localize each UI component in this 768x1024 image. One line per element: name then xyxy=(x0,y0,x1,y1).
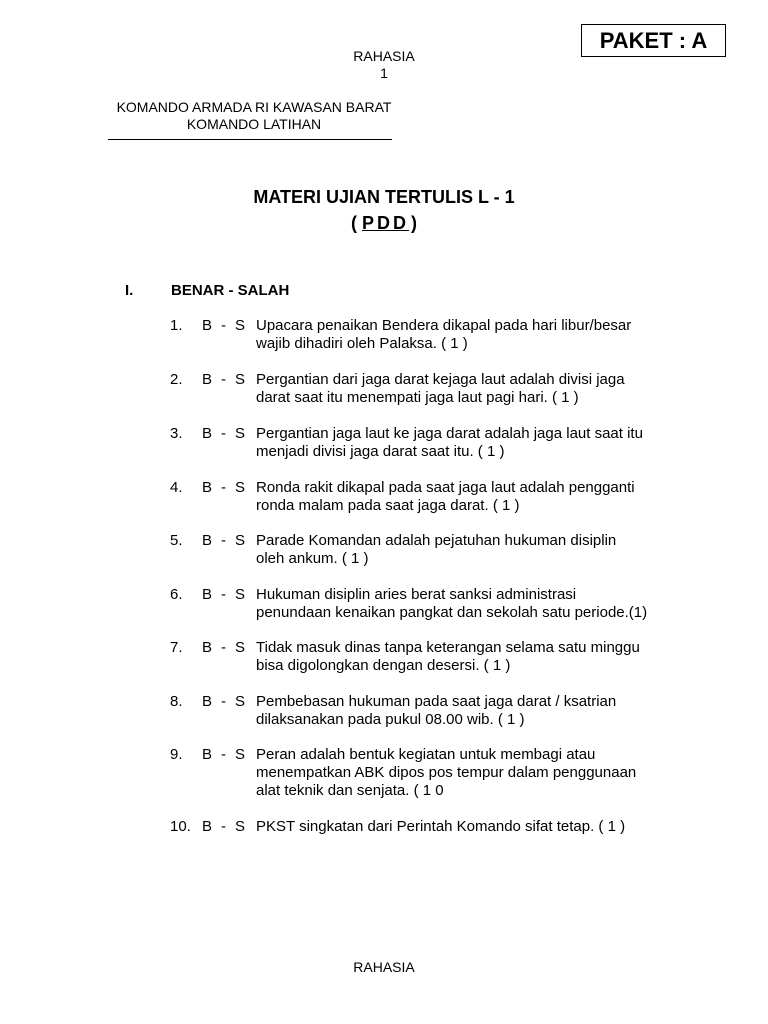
answer-separator: - xyxy=(221,693,226,710)
question-number: 9. xyxy=(170,746,183,763)
question-text: PKST singkatan dari Perintah Komando sifat tetap. ( 1 ) xyxy=(256,818,626,835)
answer-separator: - xyxy=(221,818,226,835)
question-number: 4. xyxy=(170,479,183,496)
classification-bottom: RAHASIA xyxy=(353,959,415,975)
answer-separator: - xyxy=(221,586,226,603)
answer-option-s[interactable]: S xyxy=(235,586,246,603)
question-text: Upacara penaikan Bendera dikapal pada hari libur/besar wajib dihadiri oleh Palaksa. ( 1 ) xyxy=(256,317,632,352)
subtitle-open-paren: ( xyxy=(350,213,362,233)
answer-option-s[interactable]: S xyxy=(235,317,246,334)
answer-option-b[interactable]: B xyxy=(202,425,213,442)
package-label: PAKET : A xyxy=(581,24,726,57)
exam-title: MATERI UJIAN TERTULIS L - 1 xyxy=(253,187,515,207)
question-text: Tidak masuk dinas tanpa keterangan selama satu minggu bisa digolongkan dengan desersi. ( 1 ) xyxy=(256,639,640,674)
answer-option-b[interactable]: B xyxy=(202,586,213,603)
subtitle-close-paren: ) xyxy=(406,213,417,233)
answer-separator: - xyxy=(221,532,226,549)
answer-option-s[interactable]: S xyxy=(235,371,246,388)
question-text: Pergantian dari jaga darat kejaga laut adalah divisi jaga darat saat itu menempati jaga laut pagi hari. ( 1 ) xyxy=(256,371,625,406)
question-text: Pergantian jaga laut ke jaga darat adalah jaga laut saat itu menjadi divisi jaga darat saat itu. ( 1 ) xyxy=(256,425,643,460)
answer-separator: - xyxy=(221,639,226,656)
exam-subtitle xyxy=(160,212,608,234)
answer-option-b[interactable]: B xyxy=(202,479,213,496)
answer-option-s[interactable]: S xyxy=(235,425,246,442)
answer-option-s[interactable]: S xyxy=(235,532,246,549)
organization-header xyxy=(106,99,402,133)
question-number: 2. xyxy=(170,371,183,388)
subtitle-code: PDD xyxy=(361,213,409,233)
answer-separator: - xyxy=(221,317,226,334)
question-number: 7. xyxy=(170,639,183,656)
question-text: Peran adalah bentuk kegiatan untuk membagi atau menempatkan ABK dipos pos tempur dalam penggunaan alat teknik dan senjata. ( 1 0 xyxy=(256,746,637,799)
question-text: Hukuman disiplin aries berat sanksi administrasi penundaan kenaikan pangkat dan sekolah satu periode.(1) xyxy=(256,586,648,621)
question-number: 5. xyxy=(170,532,183,549)
answer-option-b[interactable]: B xyxy=(202,818,213,835)
answer-option-s[interactable]: S xyxy=(235,479,246,496)
question-number: 8. xyxy=(170,693,183,710)
section-number: I. xyxy=(125,282,134,299)
question-text: Ronda rakit dikapal pada saat jaga laut adalah pengganti ronda malam pada saat jaga darat. ( 1 ) xyxy=(256,479,635,514)
section-heading xyxy=(125,282,289,300)
answer-option-b[interactable]: B xyxy=(202,371,213,388)
question-number: 10. xyxy=(170,818,191,835)
answer-option-s[interactable]: S xyxy=(235,639,246,656)
org-line-2: KOMANDO LATIHAN xyxy=(186,116,322,132)
answer-option-b[interactable]: B xyxy=(202,693,213,710)
answer-separator: - xyxy=(221,746,226,763)
question-number: 3. xyxy=(170,425,183,442)
page-number: 1 xyxy=(380,65,388,81)
answer-separator: - xyxy=(221,479,226,496)
answer-option-b[interactable]: B xyxy=(202,317,213,334)
section-title: BENAR - SALAH xyxy=(171,282,290,299)
answer-option-b[interactable]: B xyxy=(202,639,213,656)
classification-top: RAHASIA xyxy=(353,48,415,64)
question-text: Parade Komandan adalah pejatuhan hukuman disiplin oleh ankum. ( 1 ) xyxy=(256,532,617,567)
answer-separator: - xyxy=(221,371,226,388)
answer-option-b[interactable]: B xyxy=(202,532,213,549)
org-divider xyxy=(108,139,392,140)
answer-option-s[interactable]: S xyxy=(235,818,246,835)
question-number: 6. xyxy=(170,586,183,603)
org-line-1: KOMANDO ARMADA RI KAWASAN BARAT xyxy=(116,99,392,115)
answer-option-s[interactable]: S xyxy=(235,693,246,710)
question-text: Pembebasan hukuman pada saat jaga darat / ksatrian dilaksanakan pada pukul 08.00 wib. ( 1 ) xyxy=(256,693,617,728)
answer-separator: - xyxy=(221,425,226,442)
question-number: 1. xyxy=(170,317,183,334)
answer-option-s[interactable]: S xyxy=(235,746,246,763)
answer-option-b[interactable]: B xyxy=(202,746,213,763)
